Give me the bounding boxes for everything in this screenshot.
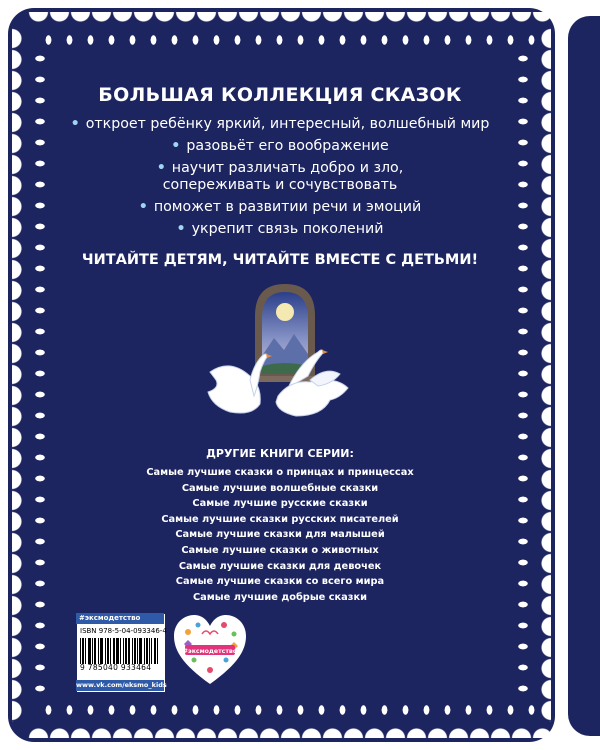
barcode-bar	[137, 638, 138, 664]
series-book-item: Самые лучшие добрые сказки	[192, 591, 368, 603]
barcode-bar	[110, 638, 111, 664]
barcode-bar	[140, 638, 141, 664]
badge-label: #эксмодетство	[182, 648, 238, 655]
next-page-spine	[568, 16, 600, 736]
benefit-item	[40, 199, 520, 216]
barcode-bar	[154, 638, 155, 664]
lace-edge-right	[529, 28, 551, 722]
bullet-icon: •	[70, 116, 80, 132]
bullet-icon: •	[176, 221, 186, 237]
series-title: ДРУГИЕ КНИГИ СЕРИИ:	[206, 447, 354, 460]
barcode-bar	[80, 638, 81, 664]
series-book-item: Самые лучшие волшебные сказки	[181, 482, 379, 494]
series-book-item: Самые лучшие сказки о принцах и принцессах	[146, 467, 414, 478]
barcode-bar	[123, 638, 124, 664]
barcode-bar	[108, 638, 109, 664]
barcode-bar	[135, 638, 136, 664]
barcode-bar	[149, 638, 150, 664]
barcode-bar	[92, 638, 93, 664]
barcode-bar	[157, 638, 158, 664]
benefit-text: научит различать добро и зло,	[171, 160, 404, 176]
barcode-bar	[98, 638, 99, 664]
barcode-bar	[151, 638, 152, 664]
benefit-text: поможет в развитии речи и эмоций	[153, 199, 422, 215]
barcode-bar	[90, 638, 91, 664]
benefits-list	[40, 116, 520, 243]
benefit-text: откроет ребёнку яркий, интересный, волшебный мир	[85, 116, 490, 132]
lace-edge-left	[12, 28, 34, 722]
slogan: ЧИТАЙТЕ ДЕТЯМ, ЧИТАЙТЕ ВМЕСТЕ С ДЕТЬМИ!	[81, 252, 479, 268]
barcode-bar	[105, 638, 106, 664]
barcode-bar	[85, 638, 86, 664]
series-book-item: Самые лучшие сказки для малышей	[175, 529, 385, 541]
barcode-bar	[125, 638, 126, 664]
bullet-icon: •	[138, 199, 148, 215]
lace-holes-top	[38, 34, 543, 46]
barcode-bar	[95, 638, 96, 664]
benefit-item	[40, 116, 520, 133]
benefit-item	[40, 138, 520, 155]
benefit-line	[40, 138, 520, 155]
barcode-bar	[100, 638, 101, 664]
hashtag-strip: #эксмодетство	[76, 613, 164, 624]
barcode-digits: 9 785040 933464	[80, 663, 152, 672]
barcode-icon	[80, 638, 160, 664]
isbn-text: ISBN 978-5-04-093346-4	[80, 627, 167, 635]
benefit-item	[40, 160, 520, 194]
lace-edge-top	[28, 12, 553, 34]
barcode-bar	[82, 638, 83, 664]
barcode-bar	[120, 638, 121, 664]
benefit-line	[40, 160, 520, 177]
benefit-line	[40, 116, 520, 133]
barcode-bar	[146, 638, 147, 664]
barcode-bar	[113, 638, 114, 664]
barcode-bar	[141, 638, 142, 664]
lace-holes-bottom	[38, 704, 543, 716]
barcode-bar	[155, 638, 156, 664]
series-book-item: Самые лучшие русские сказки	[192, 498, 368, 510]
series-book-item: Самые лучшие сказки русских писателей	[161, 513, 399, 525]
barcode-bar	[128, 638, 129, 664]
barcode-bar	[101, 638, 102, 664]
series-book-item: Самые лучшие сказки для девочек	[178, 560, 382, 572]
barcode-bar	[134, 638, 135, 664]
window-sill	[250, 376, 320, 382]
barcode-bar	[126, 638, 127, 664]
barcode-bar	[129, 638, 130, 664]
barcode-bar	[114, 638, 115, 664]
barcode-bar	[139, 638, 140, 664]
barcode-bar	[102, 638, 103, 664]
bullet-icon: •	[156, 160, 166, 176]
barcode-bar	[88, 638, 89, 664]
benefit-text: сопереживать и сочувствовать	[162, 177, 398, 193]
barcode-bar	[94, 638, 95, 664]
barcode-bar	[132, 638, 133, 664]
benefit-line	[40, 199, 520, 216]
swans-window-illustration	[190, 276, 370, 436]
bullet-icon: •	[171, 138, 181, 154]
benefit-item	[40, 221, 520, 238]
barcode-bar	[107, 638, 108, 664]
lace-edge-bottom	[28, 716, 553, 738]
barcode-bar	[117, 638, 118, 664]
barcode-bar	[118, 638, 119, 664]
benefit-text: укрепит связь поколений	[191, 221, 384, 237]
vk-link[interactable]: www.vk.com/eksmo_kids	[76, 681, 167, 689]
series-book-list	[90, 465, 470, 605]
moon-icon	[276, 303, 294, 321]
barcode-bar	[147, 638, 148, 664]
series-section	[90, 447, 470, 605]
cover-heading: БОЛЬШАЯ КОЛЛЕКЦИЯ СКАЗОК	[98, 84, 462, 106]
heart-badge	[172, 612, 248, 688]
benefit-line	[40, 221, 520, 238]
barcode-bar	[83, 638, 84, 664]
barcode-bar	[89, 638, 90, 664]
benefit-text: разовьёт его воображение	[186, 138, 389, 154]
series-book-item: Самые лучшие сказки со всего мира	[175, 576, 385, 588]
series-book-item: Самые лучшие сказки о животных	[181, 544, 379, 556]
barcode-bar	[144, 638, 145, 664]
barcode-bar	[116, 638, 117, 664]
